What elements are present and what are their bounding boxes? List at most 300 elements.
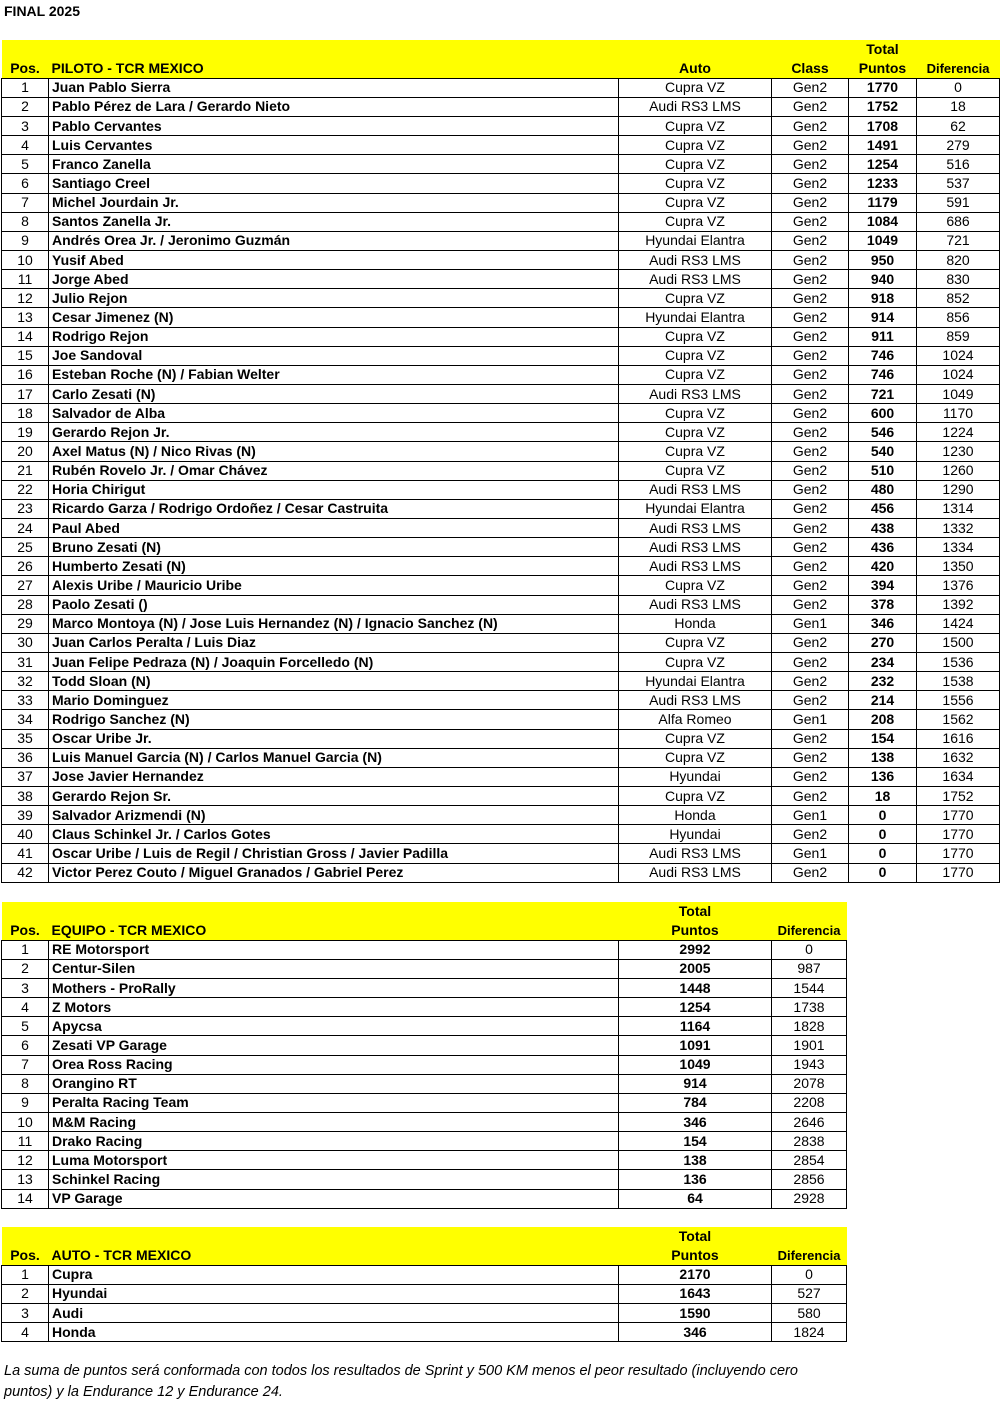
cars-header-pos: Pos. bbox=[2, 1246, 49, 1265]
points-cell: 1643 bbox=[619, 1284, 772, 1303]
difference-cell: 1376 bbox=[917, 576, 1000, 595]
points-cell: 138 bbox=[619, 1151, 772, 1170]
car-cell: Audi RS3 LMS bbox=[619, 385, 772, 404]
driver-name-cell: Luis Cervantes bbox=[49, 136, 619, 155]
teams-header-total: Total bbox=[619, 902, 772, 921]
difference-cell: 830 bbox=[917, 270, 1000, 289]
teams-header-name: EQUIPO - TCR MEXICO bbox=[49, 921, 619, 940]
driver-name-cell: Oscar Uribe Jr. bbox=[49, 729, 619, 748]
difference-cell: 1350 bbox=[917, 557, 1000, 576]
points-cell: 911 bbox=[849, 327, 917, 346]
table-row bbox=[2, 461, 1000, 480]
car-cell: Cupra VZ bbox=[619, 786, 772, 805]
driver-name-cell: Horia Chirigut bbox=[49, 480, 619, 499]
difference-cell: 1828 bbox=[772, 1017, 847, 1036]
car-cell: Cupra VZ bbox=[619, 365, 772, 384]
table-row bbox=[2, 117, 1000, 136]
difference-cell: 1943 bbox=[772, 1055, 847, 1074]
difference-cell: 1224 bbox=[917, 423, 1000, 442]
driver-name-cell: Salvador de Alba bbox=[49, 404, 619, 423]
drivers-rows bbox=[2, 78, 1000, 882]
team-name-cell: Z Motors bbox=[49, 998, 619, 1017]
table-row bbox=[2, 1189, 847, 1208]
points-cell: 1091 bbox=[619, 1036, 772, 1055]
table-row bbox=[2, 385, 1000, 404]
car-cell: Audi RS3 LMS bbox=[619, 480, 772, 499]
table-row bbox=[2, 653, 1000, 672]
points-cell: 721 bbox=[849, 385, 917, 404]
points-cell: 1254 bbox=[849, 155, 917, 174]
class-cell: Gen2 bbox=[772, 155, 849, 174]
table-row bbox=[2, 346, 1000, 365]
points-cell: 0 bbox=[849, 844, 917, 863]
points-cell: 234 bbox=[849, 653, 917, 672]
difference-cell: 2646 bbox=[772, 1113, 847, 1132]
points-cell: 918 bbox=[849, 289, 917, 308]
points-cell: 1752 bbox=[849, 97, 917, 116]
position-cell: 31 bbox=[2, 653, 49, 672]
position-cell: 13 bbox=[2, 1170, 49, 1189]
difference-cell: 580 bbox=[772, 1304, 847, 1323]
difference-cell: 1562 bbox=[917, 710, 1000, 729]
position-cell: 25 bbox=[2, 538, 49, 557]
difference-cell: 18 bbox=[917, 97, 1000, 116]
points-cell: 0 bbox=[849, 825, 917, 844]
difference-cell: 1334 bbox=[917, 538, 1000, 557]
class-cell: Gen2 bbox=[772, 538, 849, 557]
car-cell: Cupra VZ bbox=[619, 193, 772, 212]
car-cell: Cupra VZ bbox=[619, 136, 772, 155]
driver-name-cell: Pablo Pérez de Lara / Gerardo Nieto bbox=[49, 97, 619, 116]
position-cell: 9 bbox=[2, 231, 49, 250]
difference-cell: 1901 bbox=[772, 1036, 847, 1055]
car-cell: Cupra VZ bbox=[619, 423, 772, 442]
difference-cell: 1634 bbox=[917, 767, 1000, 786]
class-cell: Gen2 bbox=[772, 136, 849, 155]
class-cell: Gen1 bbox=[772, 614, 849, 633]
driver-name-cell: Yusif Abed bbox=[49, 251, 619, 270]
car-cell: Honda bbox=[619, 806, 772, 825]
car-cell: Cupra VZ bbox=[619, 346, 772, 365]
position-cell: 18 bbox=[2, 404, 49, 423]
points-cell: 346 bbox=[619, 1323, 772, 1342]
points-cell: 0 bbox=[849, 863, 917, 882]
position-cell: 34 bbox=[2, 710, 49, 729]
position-cell: 36 bbox=[2, 748, 49, 767]
position-cell: 4 bbox=[2, 136, 49, 155]
position-cell: 15 bbox=[2, 346, 49, 365]
driver-name-cell: Humberto Zesati (N) bbox=[49, 557, 619, 576]
drivers-header-diferencia: Diferencia bbox=[917, 59, 1000, 78]
driver-name-cell: Gerardo Rejon Jr. bbox=[49, 423, 619, 442]
driver-name-cell: Carlo Zesati (N) bbox=[49, 385, 619, 404]
points-cell: 1491 bbox=[849, 136, 917, 155]
table-row bbox=[2, 1055, 847, 1074]
table-row bbox=[2, 786, 1000, 805]
teams-header-diferencia: Diferencia bbox=[772, 921, 847, 940]
difference-cell: 820 bbox=[917, 251, 1000, 270]
driver-name-cell: Paul Abed bbox=[49, 519, 619, 538]
class-cell: Gen2 bbox=[772, 519, 849, 538]
points-cell: 746 bbox=[849, 365, 917, 384]
class-cell: Gen2 bbox=[772, 767, 849, 786]
driver-name-cell: Victor Perez Couto / Miguel Granados / Gabriel Perez bbox=[49, 863, 619, 882]
car-cell: Cupra VZ bbox=[619, 327, 772, 346]
difference-cell: 527 bbox=[772, 1284, 847, 1303]
position-cell: 13 bbox=[2, 308, 49, 327]
class-cell: Gen2 bbox=[772, 346, 849, 365]
table-row bbox=[2, 480, 1000, 499]
points-cell: 1708 bbox=[849, 117, 917, 136]
difference-cell: 1616 bbox=[917, 729, 1000, 748]
points-cell: 2005 bbox=[619, 959, 772, 978]
table-row bbox=[2, 979, 847, 998]
table-row bbox=[2, 442, 1000, 461]
table-row bbox=[2, 710, 1000, 729]
points-cell: 64 bbox=[619, 1189, 772, 1208]
difference-cell: 1538 bbox=[917, 672, 1000, 691]
team-name-cell: Orea Ross Racing bbox=[49, 1055, 619, 1074]
car-cell: Hyundai Elantra bbox=[619, 499, 772, 518]
difference-cell: 1024 bbox=[917, 346, 1000, 365]
table-row bbox=[2, 289, 1000, 308]
driver-name-cell: Michel Jourdain Jr. bbox=[49, 193, 619, 212]
points-cell: 346 bbox=[849, 614, 917, 633]
class-cell: Gen2 bbox=[772, 231, 849, 250]
team-name-cell: Luma Motorsport bbox=[49, 1151, 619, 1170]
team-name-cell: Apycsa bbox=[49, 1017, 619, 1036]
points-cell: 394 bbox=[849, 576, 917, 595]
table-row bbox=[2, 1265, 847, 1284]
table-row bbox=[2, 1074, 847, 1093]
difference-cell: 0 bbox=[772, 940, 847, 959]
car-cell: Honda bbox=[619, 614, 772, 633]
car-cell: Cupra VZ bbox=[619, 212, 772, 231]
points-cell: 214 bbox=[849, 691, 917, 710]
points-cell: 1254 bbox=[619, 998, 772, 1017]
cars-rows bbox=[2, 1265, 847, 1342]
table-row bbox=[2, 672, 1000, 691]
driver-name-cell: Jose Javier Hernandez bbox=[49, 767, 619, 786]
class-cell: Gen2 bbox=[772, 672, 849, 691]
points-cell: 1233 bbox=[849, 174, 917, 193]
points-cell: 346 bbox=[619, 1113, 772, 1132]
points-cell: 18 bbox=[849, 786, 917, 805]
table-row bbox=[2, 767, 1000, 786]
driver-name-cell: Marco Montoya (N) / Jose Luis Hernandez (N) / Ignacio Sanchez (N) bbox=[49, 614, 619, 633]
position-cell: 11 bbox=[2, 270, 49, 289]
driver-name-cell: Juan Pablo Sierra bbox=[49, 78, 619, 97]
driver-name-cell: Esteban Roche (N) / Fabian Welter bbox=[49, 365, 619, 384]
position-cell: 8 bbox=[2, 212, 49, 231]
points-cell: 1049 bbox=[849, 231, 917, 250]
position-cell: 17 bbox=[2, 385, 49, 404]
driver-name-cell: Joe Sandoval bbox=[49, 346, 619, 365]
table-row bbox=[2, 174, 1000, 193]
table-row bbox=[2, 308, 1000, 327]
table-row bbox=[2, 404, 1000, 423]
position-cell: 40 bbox=[2, 825, 49, 844]
cars-header-total: Total bbox=[619, 1227, 772, 1246]
car-cell: Audi RS3 LMS bbox=[619, 595, 772, 614]
class-cell: Gen2 bbox=[772, 595, 849, 614]
car-cell: Cupra VZ bbox=[619, 289, 772, 308]
points-cell: 1770 bbox=[849, 78, 917, 97]
position-cell: 2 bbox=[2, 1284, 49, 1303]
footnote: La suma de puntos será conformada con todos los resultados de Sprint y 500 KM menos el peor resultado (incluyendo cero puntos) y la Endurance 12 y Endurance 24. bbox=[4, 1363, 798, 1400]
position-cell: 16 bbox=[2, 365, 49, 384]
table-row bbox=[2, 691, 1000, 710]
car-cell: Audi RS3 LMS bbox=[619, 251, 772, 270]
position-cell: 4 bbox=[2, 1323, 49, 1342]
car-cell: Audi RS3 LMS bbox=[619, 97, 772, 116]
points-cell: 1448 bbox=[619, 979, 772, 998]
car-cell: Hyundai Elantra bbox=[619, 231, 772, 250]
position-cell: 19 bbox=[2, 423, 49, 442]
points-cell: 138 bbox=[849, 748, 917, 767]
position-cell: 9 bbox=[2, 1093, 49, 1112]
difference-cell: 1392 bbox=[917, 595, 1000, 614]
class-cell: Gen2 bbox=[772, 423, 849, 442]
difference-cell: 279 bbox=[917, 136, 1000, 155]
table-row bbox=[2, 97, 1000, 116]
points-cell: 540 bbox=[849, 442, 917, 461]
position-cell: 41 bbox=[2, 844, 49, 863]
table-row bbox=[2, 729, 1000, 748]
points-cell: 510 bbox=[849, 461, 917, 480]
table-row bbox=[2, 959, 847, 978]
position-cell: 30 bbox=[2, 633, 49, 652]
car-cell: Alfa Romeo bbox=[619, 710, 772, 729]
drivers-header-auto: Auto bbox=[619, 59, 772, 78]
drivers-standings-table bbox=[1, 40, 1000, 883]
table-row bbox=[2, 806, 1000, 825]
difference-cell: 2078 bbox=[772, 1074, 847, 1093]
points-cell: 136 bbox=[849, 767, 917, 786]
points-cell: 456 bbox=[849, 499, 917, 518]
table-row bbox=[2, 595, 1000, 614]
position-cell: 24 bbox=[2, 519, 49, 538]
table-row bbox=[2, 1036, 847, 1055]
table-row bbox=[2, 1323, 847, 1342]
position-cell: 21 bbox=[2, 461, 49, 480]
class-cell: Gen2 bbox=[772, 212, 849, 231]
driver-name-cell: Salvador Arizmendi (N) bbox=[49, 806, 619, 825]
car-cell: Cupra VZ bbox=[619, 729, 772, 748]
position-cell: 1 bbox=[2, 1265, 49, 1284]
difference-cell: 987 bbox=[772, 959, 847, 978]
difference-cell: 1770 bbox=[917, 844, 1000, 863]
position-cell: 27 bbox=[2, 576, 49, 595]
position-cell: 32 bbox=[2, 672, 49, 691]
class-cell: Gen2 bbox=[772, 653, 849, 672]
difference-cell: 537 bbox=[917, 174, 1000, 193]
difference-cell: 1632 bbox=[917, 748, 1000, 767]
driver-name-cell: Ricardo Garza / Rodrigo Ordoñez / Cesar Castruita bbox=[49, 499, 619, 518]
position-cell: 6 bbox=[2, 174, 49, 193]
class-cell: Gen2 bbox=[772, 365, 849, 384]
class-cell: Gen2 bbox=[772, 385, 849, 404]
team-name-cell: VP Garage bbox=[49, 1189, 619, 1208]
cars-standings-table bbox=[1, 1227, 847, 1342]
difference-cell: 1536 bbox=[917, 653, 1000, 672]
class-cell: Gen2 bbox=[772, 461, 849, 480]
difference-cell: 2928 bbox=[772, 1189, 847, 1208]
position-cell: 5 bbox=[2, 155, 49, 174]
driver-name-cell: Todd Sloan (N) bbox=[49, 672, 619, 691]
class-cell: Gen2 bbox=[772, 442, 849, 461]
driver-name-cell: Gerardo Rejon Sr. bbox=[49, 786, 619, 805]
points-cell: 0 bbox=[849, 806, 917, 825]
difference-cell: 591 bbox=[917, 193, 1000, 212]
table-row bbox=[2, 136, 1000, 155]
table-row bbox=[2, 212, 1000, 231]
car-brand-cell: Audi bbox=[49, 1304, 619, 1323]
position-cell: 4 bbox=[2, 998, 49, 1017]
car-brand-cell: Honda bbox=[49, 1323, 619, 1342]
team-name-cell: Peralta Racing Team bbox=[49, 1093, 619, 1112]
page-title: FINAL 2025 bbox=[4, 3, 80, 19]
points-cell: 136 bbox=[619, 1170, 772, 1189]
driver-name-cell: Pablo Cervantes bbox=[49, 117, 619, 136]
difference-cell: 516 bbox=[917, 155, 1000, 174]
table-row bbox=[2, 1304, 847, 1323]
team-name-cell: M&M Racing bbox=[49, 1113, 619, 1132]
difference-cell: 686 bbox=[917, 212, 1000, 231]
position-cell: 1 bbox=[2, 940, 49, 959]
points-cell: 940 bbox=[849, 270, 917, 289]
position-cell: 3 bbox=[2, 117, 49, 136]
drivers-header-total: Total bbox=[849, 40, 917, 59]
table-row bbox=[2, 998, 847, 1017]
driver-name-cell: Bruno Zesati (N) bbox=[49, 538, 619, 557]
difference-cell: 1170 bbox=[917, 404, 1000, 423]
car-brand-cell: Hyundai bbox=[49, 1284, 619, 1303]
difference-cell: 0 bbox=[917, 78, 1000, 97]
driver-name-cell: Axel Matus (N) / Nico Rivas (N) bbox=[49, 442, 619, 461]
difference-cell: 1314 bbox=[917, 499, 1000, 518]
position-cell: 20 bbox=[2, 442, 49, 461]
table-row bbox=[2, 825, 1000, 844]
driver-name-cell: Mario Dominguez bbox=[49, 691, 619, 710]
table-row bbox=[2, 1151, 847, 1170]
table-row bbox=[2, 231, 1000, 250]
points-cell: 154 bbox=[619, 1132, 772, 1151]
difference-cell: 1049 bbox=[917, 385, 1000, 404]
points-cell: 420 bbox=[849, 557, 917, 576]
car-cell: Audi RS3 LMS bbox=[619, 538, 772, 557]
points-cell: 1049 bbox=[619, 1055, 772, 1074]
class-cell: Gen2 bbox=[772, 251, 849, 270]
table-row bbox=[2, 1170, 847, 1189]
position-cell: 8 bbox=[2, 1074, 49, 1093]
table-row bbox=[2, 155, 1000, 174]
class-cell: Gen2 bbox=[772, 499, 849, 518]
position-cell: 12 bbox=[2, 289, 49, 308]
difference-cell: 1024 bbox=[917, 365, 1000, 384]
car-cell: Cupra VZ bbox=[619, 461, 772, 480]
points-cell: 746 bbox=[849, 346, 917, 365]
driver-name-cell: Paolo Zesati () bbox=[49, 595, 619, 614]
team-name-cell: Schinkel Racing bbox=[49, 1170, 619, 1189]
table-row bbox=[2, 1017, 847, 1036]
cars-header-name: AUTO - TCR MEXICO bbox=[49, 1246, 619, 1265]
position-cell: 2 bbox=[2, 97, 49, 116]
cars-header-puntos: Puntos bbox=[619, 1246, 772, 1265]
table-row bbox=[2, 940, 847, 959]
position-cell: 39 bbox=[2, 806, 49, 825]
car-cell: Cupra VZ bbox=[619, 576, 772, 595]
table-row bbox=[2, 365, 1000, 384]
class-cell: Gen2 bbox=[772, 308, 849, 327]
points-cell: 232 bbox=[849, 672, 917, 691]
position-cell: 2 bbox=[2, 959, 49, 978]
difference-cell: 1770 bbox=[917, 863, 1000, 882]
position-cell: 22 bbox=[2, 480, 49, 499]
position-cell: 35 bbox=[2, 729, 49, 748]
difference-cell: 856 bbox=[917, 308, 1000, 327]
points-cell: 154 bbox=[849, 729, 917, 748]
team-name-cell: Orangino RT bbox=[49, 1074, 619, 1093]
position-cell: 26 bbox=[2, 557, 49, 576]
points-cell: 438 bbox=[849, 519, 917, 538]
class-cell: Gen1 bbox=[772, 806, 849, 825]
table-row bbox=[2, 1093, 847, 1112]
car-cell: Cupra VZ bbox=[619, 174, 772, 193]
position-cell: 14 bbox=[2, 1189, 49, 1208]
difference-cell: 721 bbox=[917, 231, 1000, 250]
points-cell: 950 bbox=[849, 251, 917, 270]
position-cell: 14 bbox=[2, 327, 49, 346]
difference-cell: 1770 bbox=[917, 806, 1000, 825]
driver-name-cell: Jorge Abed bbox=[49, 270, 619, 289]
car-cell: Audi RS3 LMS bbox=[619, 691, 772, 710]
position-cell: 37 bbox=[2, 767, 49, 786]
points-cell: 784 bbox=[619, 1093, 772, 1112]
car-cell: Cupra VZ bbox=[619, 155, 772, 174]
driver-name-cell: Claus Schinkel Jr. / Carlos Gotes bbox=[49, 825, 619, 844]
drivers-header-class: Class bbox=[772, 59, 849, 78]
points-cell: 480 bbox=[849, 480, 917, 499]
points-cell: 270 bbox=[849, 633, 917, 652]
table-row bbox=[2, 423, 1000, 442]
table-row bbox=[2, 251, 1000, 270]
table-row bbox=[2, 519, 1000, 538]
car-cell: Audi RS3 LMS bbox=[619, 844, 772, 863]
difference-cell: 1544 bbox=[772, 979, 847, 998]
table-row bbox=[2, 1132, 847, 1151]
car-cell: Cupra VZ bbox=[619, 404, 772, 423]
team-name-cell: Drako Racing bbox=[49, 1132, 619, 1151]
class-cell: Gen2 bbox=[772, 327, 849, 346]
table-row bbox=[2, 270, 1000, 289]
car-brand-cell: Cupra bbox=[49, 1265, 619, 1284]
class-cell: Gen2 bbox=[772, 557, 849, 576]
class-cell: Gen1 bbox=[772, 710, 849, 729]
class-cell: Gen2 bbox=[772, 729, 849, 748]
car-cell: Hyundai bbox=[619, 767, 772, 786]
car-cell: Cupra VZ bbox=[619, 442, 772, 461]
table-row bbox=[2, 499, 1000, 518]
position-cell: 38 bbox=[2, 786, 49, 805]
drivers-header-pos: Pos. bbox=[2, 59, 49, 78]
points-cell: 378 bbox=[849, 595, 917, 614]
driver-name-cell: Rodrigo Rejon bbox=[49, 327, 619, 346]
table-row bbox=[2, 327, 1000, 346]
points-cell: 600 bbox=[849, 404, 917, 423]
position-cell: 11 bbox=[2, 1132, 49, 1151]
difference-cell: 1290 bbox=[917, 480, 1000, 499]
